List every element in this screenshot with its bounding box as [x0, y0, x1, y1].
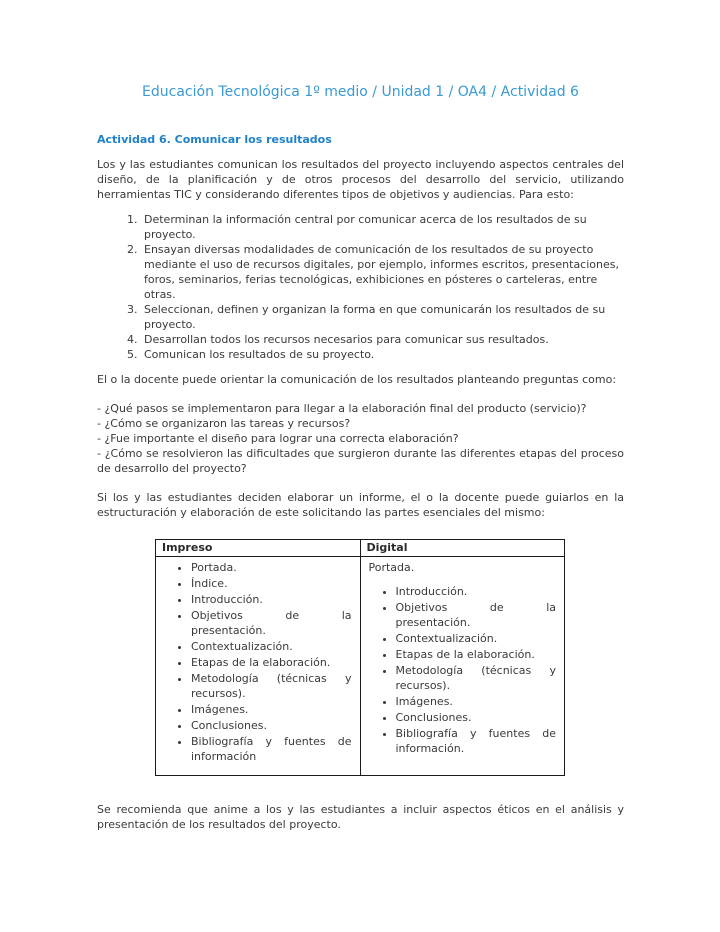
impreso-item: • Metodología (técnicas y recursos).: [191, 671, 352, 701]
step-item: 1. Determinan la información central por comunicar acerca de los resultados de su proyecto.: [141, 212, 624, 242]
impreso-item: • Portada.: [191, 560, 352, 575]
digital-items-list: [369, 584, 557, 756]
impreso-item: • Imágenes.: [191, 702, 352, 717]
questions-list: [97, 401, 624, 476]
table-body-row: [156, 557, 565, 776]
impreso-item: • Etapas de la elaboración.: [191, 655, 352, 670]
digital-item: • Conclusiones.: [396, 710, 557, 725]
impreso-item: • Objetivos de la presentación.: [191, 608, 352, 638]
digital-item: • Bibliografía y fuentes de información.: [396, 726, 557, 756]
impreso-item: • Introducción.: [191, 592, 352, 607]
step-item: 3. Seleccionan, definen y organizan la forma en que comunicarán los resultados de su proyecto.: [141, 302, 624, 332]
step-item: 2. Ensayan diversas modalidades de comunicación de los resultados de su proyecto mediante el uso de recursos digitales, por ejemplo, informes escritos, presentaciones, foros, seminarios, ferias tecnológicas, exhibiciones en pósteres o carteleras, entre otras.: [141, 242, 624, 302]
digital-item: • Objetivos de la presentación.: [396, 600, 557, 630]
steps-list: [97, 212, 624, 362]
page-title: Educación Tecnológica 1º medio / Unidad 1 / OA4 / Actividad 6: [142, 84, 579, 100]
impreso-item: • Índice.: [191, 576, 352, 591]
digital-item: • Metodología (técnicas y recursos).: [396, 663, 557, 693]
question-item: - ¿Fue importante el diseño para lograr una correcta elaboración?: [97, 432, 459, 445]
digital-item: • Introducción.: [396, 584, 557, 599]
impreso-item: • Conclusiones.: [191, 718, 352, 733]
report-structure-table: [155, 539, 565, 776]
orientation-text: El o la docente puede orientar la comunicación de los resultados planteando preguntas como:: [97, 373, 617, 386]
impreso-cell: [156, 557, 361, 776]
table-header-row: [156, 540, 565, 557]
table-header-impreso: Impreso: [156, 540, 361, 557]
question-item: - ¿Cómo se organizaron las tareas y recursos?: [97, 417, 351, 430]
question-item: - ¿Qué pasos se implementaron para llegar a la elaboración final del producto (servicio)?: [97, 402, 587, 415]
digital-cell: [360, 557, 565, 776]
impreso-items-list: [164, 560, 352, 764]
table-header-digital: Digital: [360, 540, 565, 557]
question-item: - ¿Cómo se resolvieron las dificultades que surgieron durante las diferentes etapas del proceso de desarrollo del proyecto?: [97, 447, 624, 475]
report-intro-paragraph: Si los y las estudiantes deciden elaborar un informe, el o la docente puede guiarlos en la estructuración y elaboración de este solicitando las partes esenciales del mismo:: [97, 491, 624, 519]
digital-item: • Contextualización.: [396, 631, 557, 646]
step-item: 4. Desarrollan todos los recursos necesarios para comunicar sus resultados.: [141, 332, 624, 347]
digital-portada-text: Portada.: [368, 561, 415, 574]
step-item: 5. Comunican los resultados de su proyecto.: [141, 347, 624, 362]
activity-heading: Actividad 6. Comunicar los resultados: [97, 133, 332, 146]
intro-paragraph: Los y las estudiantes comunican los resultados del proyecto incluyendo aspectos centrales del diseño, de la planificación y de otros procesos del desarrollo del servicio, utilizando herramientas TIC y considerando diferentes tipos de objetivos y audiencias. Para esto:: [97, 158, 624, 201]
impreso-item: • Bibliografía y fuentes de información: [191, 734, 352, 764]
digital-item: • Imágenes.: [396, 694, 557, 709]
closing-paragraph: Se recomienda que anime a los y las estudiantes a incluir aspectos éticos en el análisis y presentación de los resultados del proyecto.: [97, 803, 624, 831]
digital-item: • Etapas de la elaboración.: [396, 647, 557, 662]
impreso-item: • Contextualización.: [191, 639, 352, 654]
